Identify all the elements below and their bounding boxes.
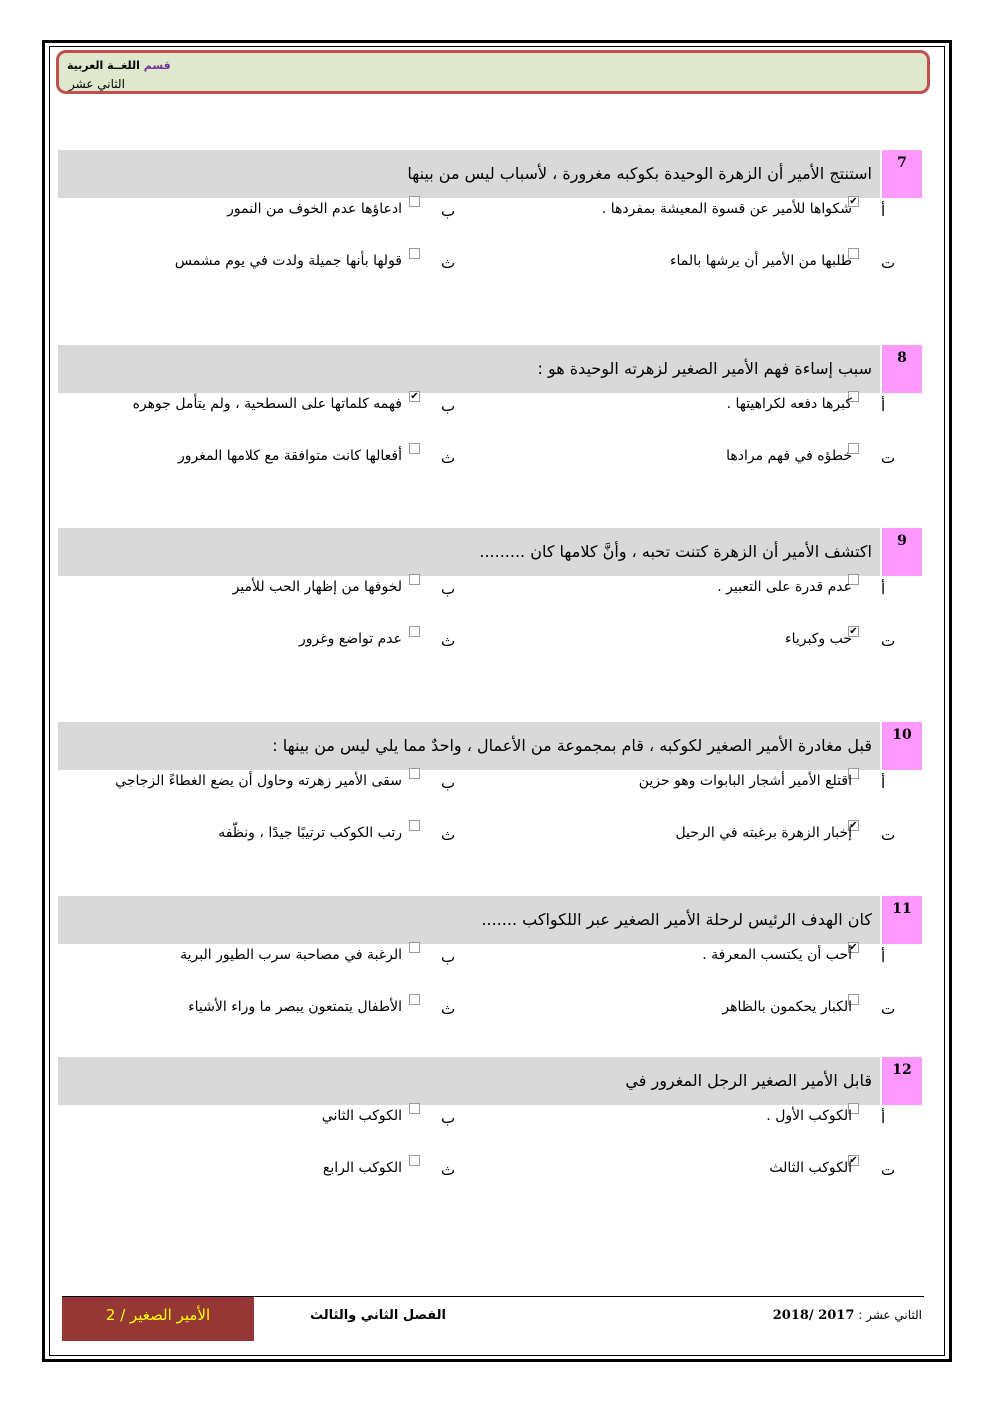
question-block (58, 150, 922, 300)
question-number: 12 (882, 1057, 922, 1105)
checkmark-icon: ✔ (849, 1155, 858, 1166)
option-checkbox[interactable] (409, 942, 420, 953)
option-text: الأطفال يتمتعون يبصر ما وراء الأشياء (188, 999, 402, 1015)
option-text: أفعالها كانت متوافقة مع كلامها المغرور (178, 448, 402, 464)
question-text: قبل مغادرة الأمير الصغير لكوكبه ، قام بمجموعة من الأعمال ، واحدٌ مما يلي ليس من بينها : (272, 736, 872, 755)
option-text: الكوكب الرابع (322, 1160, 402, 1176)
checkmark-icon: ✔ (849, 820, 858, 831)
option-checkbox[interactable] (409, 443, 420, 454)
option-checkbox[interactable] (409, 1103, 420, 1114)
header-banner (56, 50, 930, 94)
question-text: اكتشف الأمير أن الزهرة كتنت تحبه ، وأنَّ كلامها كان ......... (479, 542, 872, 561)
footer-title: الأمير الصغير / 2 (105, 1306, 211, 1324)
option-letter: ث (441, 449, 456, 467)
option-text: رتب الكوكب ترتيبًا جيدًا ، ونظّفه (218, 825, 402, 841)
option-text: عدم تواضع وغرور (299, 631, 402, 647)
question-block (58, 528, 922, 678)
option-text: فهمه كلماتها على السطحية ، ولم يتأمل جوهره (132, 396, 402, 412)
option-letter: ب (441, 202, 456, 220)
option-letter: ث (441, 1000, 456, 1018)
option-letter: ث (441, 1161, 456, 1179)
option-letter: ب (441, 397, 456, 415)
footer-grade-year: الثاني عشر : 2017 /2018 (772, 1308, 922, 1323)
question-number: 8 (882, 345, 922, 393)
question-text: سبب إساءة فهم الأمير الصغير لزهرته الوحيدة هو : (537, 359, 872, 378)
option-letter: ب (441, 774, 456, 792)
option-checkbox[interactable] (409, 196, 420, 207)
checkmark-icon: ✔ (849, 196, 858, 207)
option-text: الكوكب الأول . (766, 1108, 852, 1124)
option-checkbox[interactable] (409, 768, 420, 779)
option-checkbox[interactable] (409, 994, 420, 1005)
option-checkbox[interactable] (409, 574, 420, 585)
checkmark-icon: ✔ (410, 391, 419, 402)
option-letter: ت (881, 254, 896, 272)
option-checkbox-checked[interactable] (409, 391, 420, 402)
option-text: اقتلع الأمير أشجار البابوات وهو حزين (638, 773, 852, 789)
header-grade: الثاني عشر (69, 77, 125, 91)
option-text: حب وكبرياء (785, 631, 852, 647)
question-block (58, 345, 922, 495)
option-text: إخبار الزهرة برغبته في الرحيل (675, 825, 852, 841)
option-letter: ت (881, 826, 896, 844)
option-letter: أ (881, 948, 886, 966)
option-letter: أ (881, 1109, 886, 1127)
option-text: سقى الأمير زهرته وحاول أن يضع الغطاءً الزجاجي (115, 773, 402, 789)
option-text: الكوكب الثالث (769, 1160, 852, 1176)
checkmark-icon: ✔ (849, 942, 858, 953)
footer-title-box (62, 1297, 254, 1341)
option-letter: ت (881, 1161, 896, 1179)
option-letter: أ (881, 774, 886, 792)
option-text: شكواها للأمير عن قسوة المعيشة بمفردها . (601, 201, 852, 217)
option-text: الكبار يحكمون بالظاهر (722, 999, 852, 1015)
question-block (58, 722, 922, 872)
option-text: الكوكب الثاني (321, 1108, 402, 1124)
option-checkbox[interactable] (409, 820, 420, 831)
question-text: كان الهدف الرئيس لرحلة الأمير الصغير عبر اللكواكب ....... (481, 910, 872, 929)
option-text: الرغبة في مصاحبة سرب الطيور البرية (180, 947, 402, 963)
department-label: قسم اللغــة العربية (67, 59, 171, 72)
option-letter: ب (441, 948, 456, 966)
option-text: قولها بأنها جميلة ولدت في يوم مشمس (174, 253, 402, 269)
option-text: عدم قدرة على التعبير . (717, 579, 852, 595)
option-checkbox[interactable] (409, 1155, 420, 1166)
question-text: قابل الأمير الصغير الرجل المغرور في (625, 1071, 872, 1090)
option-text: كبرها دفعه لكراهيتها . (726, 396, 852, 412)
option-checkbox[interactable] (409, 248, 420, 259)
footer-chapter: الفصل الثاني والثالث (310, 1308, 446, 1323)
option-letter: أ (881, 580, 886, 598)
option-letter: ث (441, 826, 456, 844)
option-text: لخوفها من إظهار الحب للأمير (232, 579, 402, 595)
option-text: خطؤه في فهم مرادها (726, 448, 852, 464)
question-text: استنتج الأمير أن الزهرة الوحيدة بكوكبه مغرورة ، لأسباب ليس من بينها (407, 164, 872, 183)
option-checkbox[interactable] (409, 626, 420, 637)
option-text: طلبها من الأمير أن يرشها بالماء (669, 253, 852, 269)
option-text: أحب أن يكتسب المعرفة . (702, 947, 852, 963)
question-number: 7 (882, 150, 922, 198)
question-block (58, 1057, 922, 1207)
checkmark-icon: ✔ (849, 626, 858, 637)
option-letter: ت (881, 632, 896, 650)
question-number: 9 (882, 528, 922, 576)
option-letter: ت (881, 449, 896, 467)
option-text: ادعاؤها عدم الخوف من النمور (227, 201, 402, 217)
question-number: 11 (882, 896, 922, 944)
question-number: 10 (882, 722, 922, 770)
option-letter: ث (441, 254, 456, 272)
option-letter: أ (881, 397, 886, 415)
option-letter: ت (881, 1000, 896, 1018)
question-block (58, 896, 922, 1046)
option-letter: ث (441, 632, 456, 650)
option-letter: ب (441, 1109, 456, 1127)
option-letter: أ (881, 202, 886, 220)
option-letter: ب (441, 580, 456, 598)
